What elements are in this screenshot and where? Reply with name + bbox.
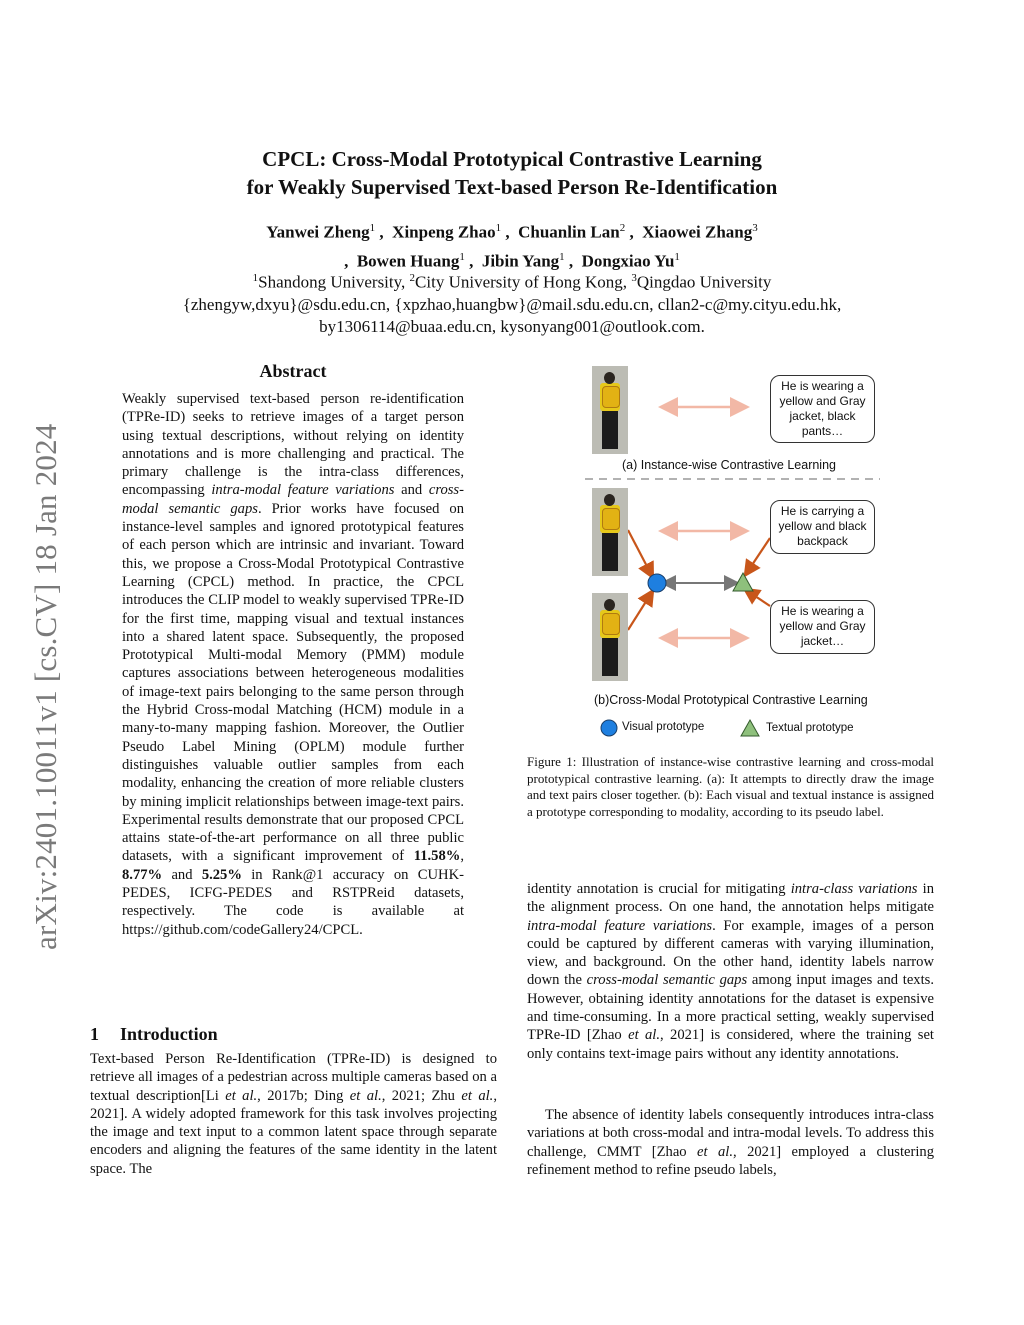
person-image xyxy=(592,366,628,454)
legend-textual-label: Textual prototype xyxy=(766,722,854,734)
title-line-1: CPCL: Cross-Modal Prototypical Contrastive Learning xyxy=(262,147,762,171)
affiliations: $^1$Shandong University, $^2$City University of Hong Kong, $^3$Qingdao University {zhengyw,dxyu}@sdu.edu.cn, {xpzhao,huangbw}@mail.sdu.edu.cn, cllan2-c@my.cityu.edu.hk, by1306114@buaa.edu.cn, kysonyang001@outlook.com. xyxy=(112,267,912,338)
right-column-paragraph: identity annotation is crucial for mitigating intra-class variations in the alignment process. On one hand, the annotation helps mitigate intra-modal feature variations. For example, images of a person could be captured by different cameras with varying illumination, view, and background. On the other hand, identity labels narrow down the cross-modal semantic gaps among input images and texts. However, obtaining identity annotations for the dataset is expensive and time-consuming. In a more practical setting, weakly supervised TPRe-ID [Zhao et al., 2021] is considered, where the training set only contains text-image pairs without any identity annotations. xyxy=(527,881,935,1062)
image-to-visual-prototype-arrow xyxy=(628,592,652,630)
legend-textual-icon xyxy=(741,720,759,736)
legend-visual-label: Visual prototype xyxy=(622,721,705,733)
paper-title xyxy=(112,145,912,201)
emails-line-2: by1306114@buaa.edu.cn, kysonyang001@outlook.com. xyxy=(319,316,705,336)
author-name: Xiaowei Zhang xyxy=(642,222,753,242)
arxiv-identifier: arXiv:2401.10011v1 [cs.CV] 18 Jan 2024 xyxy=(28,423,63,950)
visual-prototype-circle xyxy=(648,574,666,592)
emails-line-1: {zhengyw,dxyu}@sdu.edu.cn, {xpzhao,huangbw}@mail.sdu.edu.cn, cllan2-c@my.cityu.edu.hk, xyxy=(182,294,842,314)
abstract-heading: Abstract xyxy=(259,361,327,381)
person-image xyxy=(592,593,628,681)
subfigure-b-label: (b)Cross-Modal Prototypical Contrastive Learning xyxy=(594,693,868,707)
text-to-textual-prototype-arrow xyxy=(746,590,770,606)
textual-prototype-triangle xyxy=(733,573,753,591)
text-description-bubble: He is wearing a yellow and Gray jacket, black pants… xyxy=(770,375,875,443)
figure-1 xyxy=(580,358,910,740)
author-name: Jibin Yang xyxy=(481,251,560,271)
legend-visual-icon xyxy=(601,720,617,736)
author-name: Chuanlin Lan xyxy=(518,222,620,242)
text-description-bubble: He is wearing a yellow and Gray jacket… xyxy=(770,600,875,654)
author-name: Yanwei Zheng xyxy=(266,222,370,242)
subfigure-a-label: (a) Instance-wise Contrastive Learning xyxy=(622,458,836,472)
text-description-bubble: He is carrying a yellow and black backpack xyxy=(770,500,875,554)
text-to-textual-prototype-arrow xyxy=(746,538,770,574)
author-name: Bowen Huang xyxy=(356,251,460,271)
author-name: Xinpeng Zhao xyxy=(392,222,496,242)
author-list: Yanwei Zheng$^1$ , Xinpeng Zhao$^1$ , Chuanlin Lan$^2$ , Xiaowei Zhang$^3$ , Bowen Huang$^1$ , Jibin Yang$^1$ , Dongxiao Yu$^1$ xyxy=(266,222,758,271)
intro-paragraph: Text-based Person Re-Identification (TPRe-ID) is designed to retrieve all images of a pedestrian across multiple cameras based on a textual description[Li et al., 2017b; Ding et al., 2021; Zhu et al., 2021]. A widely adopted framework for this task involves projecting the image and text input to a common latent space through separate encoders and aligning the features of the same identity in the latent space. The xyxy=(90,1051,497,1177)
figure-caption: Figure 1: Illustration of instance-wise contrastive learning and cross-modal prototypical contrastive learning. (a): It attempts to directly draw the image and text pairs closer together. (b): Each visual and textual instance is assigned a prototype corresponding to modality, according to its pseudo label. xyxy=(527,754,934,819)
title-line-2: for Weakly Supervised Text-based Person Re-Identification xyxy=(246,175,778,199)
right-column-paragraph: The absence of identity labels consequently introduces intra-class variations at both cross-modal and intra-modal levels. To address this challenge, CMMT [Zhao et al., 2021] employed a clustering refinement method to refine pseudo labels, xyxy=(527,1107,934,1178)
section-heading-introduction: 1 Introduction xyxy=(90,1024,218,1044)
author-name: Dongxiao Yu xyxy=(581,251,675,271)
abstract-body: Weakly supervised text-based person re-identification (TPRe-ID) seeks to retrieve images of a target person using textual descriptions, without relying on identity annotations and is more challenging and practical. The primary challenge is the intra-class differences, encompassing intra-modal feature variations and cross-modal semantic gaps. Prior works have focused on instance-level samples and ignored prototypical features of each person which are intrinsic and invariant. Toward this, we propose a Cross-Modal Prototypical Contrastive Learning (CPCL) method. In practice, the CPCL introduces the CLIP model to weakly supervised TPRe-ID for the first time, mapping visual and textual instances into a shared latent space. Subsequently, the proposed Prototypical Multi-modal Memory (PMM) module captures associations between heterogeneous modalities of image-text pairs belonging to the same person through the Hybrid Cross-modal Matching (HCM) module in a many-to-many mapping fashion. Moreover, the Outlier Pseudo Label Mining (OPLM) module further distinguishes valuable outlier samples from each modality, enhancing the creation of more reliable clusters by mining implicit relationships between image-text pairs. Experimental results demonstrate that our proposed CPCL attains state-of-the-art performance on all three public datasets, with a significant improvement of 11.58%, 8.77% and 5.25% in Rank@1 accuracy on CUHK-PEDES, ICFG-PEDES and RSTPReid datasets, respectively. The code is available at https://github.com/codeGallery24/CPCL. xyxy=(122,391,464,938)
person-image xyxy=(592,488,628,576)
image-to-visual-prototype-arrow xyxy=(628,530,652,576)
